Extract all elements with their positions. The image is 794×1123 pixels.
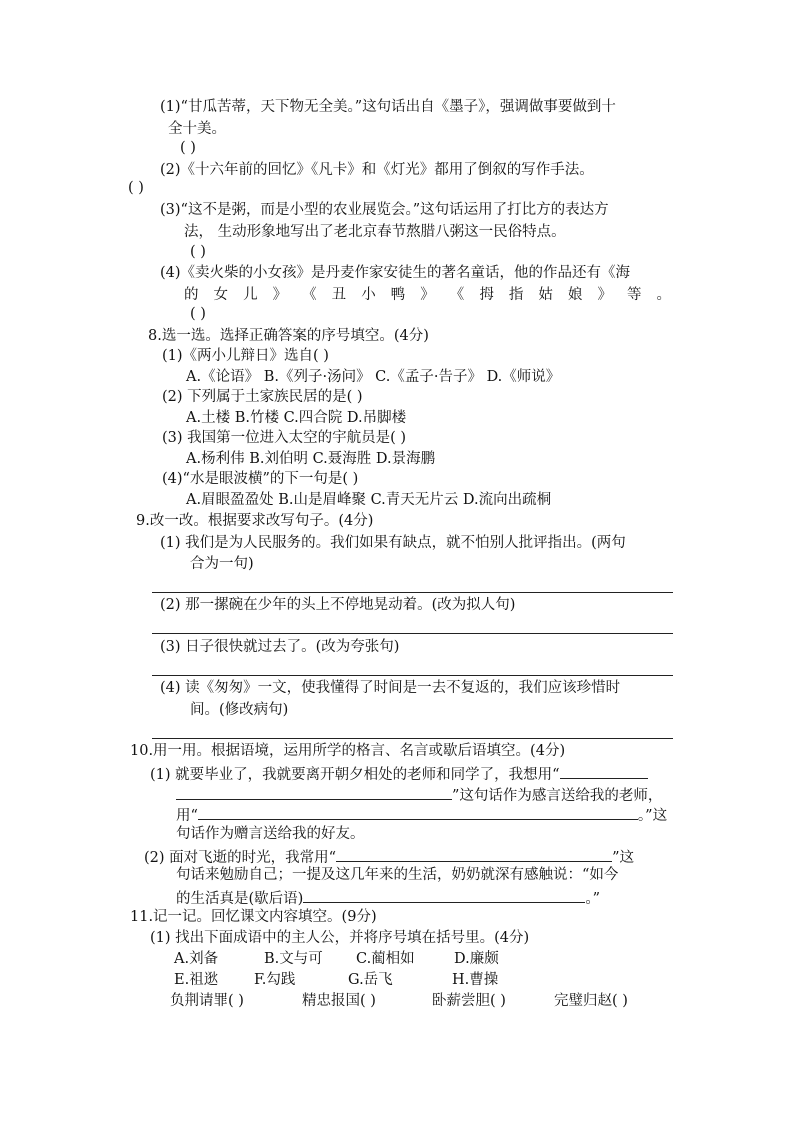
q9-item2-line1: (2) 那一摞碗在少年的头上不停地晃动着。(改为拟人句): [160, 597, 516, 613]
q10-p1-text-a: (1) 就要毕业了，我就要离开朝夕相处的老师和同学了，我想用“: [150, 767, 560, 783]
q7-item4-answer-paren[interactable]: ( ): [190, 306, 206, 322]
q9-item4-line1: (4) 读《匆匆》一文，使我懂得了时间是一去不复返的，我们应该珍惜时: [160, 680, 621, 696]
q8-item1-question: (1)《两小儿辩日》选自( ): [162, 348, 329, 364]
q9-item3-answer-line[interactable]: [152, 675, 673, 676]
q7-item4-char: 姑: [538, 287, 553, 303]
q10-p1-text-c: 用“: [176, 808, 198, 824]
q7-item4-line1: (4)《卖火柴的小女孩》是丹麦作家安徒生的著名童话，他的作品还有《海: [160, 265, 631, 281]
q8-item3-question: (3) 我国第一位进入太空的宇航员是( ): [162, 430, 407, 446]
q10-p2-line1: [144, 848, 634, 866]
q7-item2-line1: (2)《十六年前的回忆》《凡卡》和《灯光》都用了倒叙的写作手法。: [160, 162, 594, 178]
q10-p2-line3: [176, 889, 600, 907]
q7-item3-answer-paren[interactable]: ( ): [190, 244, 206, 260]
q9-item1-answer-line[interactable]: [152, 592, 673, 593]
q7-item3-line2: 法， 生动形象地写出了老北京春节熬腊八粥这一民俗特点。: [184, 224, 566, 240]
q9-item1-line1: (1) 我们是为人民服务的。我们如果有缺点，就不怕别人批评指出。(两句: [160, 535, 626, 551]
q8-item1-options: A.《论语》 B.《列子·汤问》 C.《孟子·告子》 D.《师说》: [186, 369, 561, 385]
q9-title: 9.改一改。根据要求改写句子。(4分): [136, 513, 374, 529]
q7-item4-char: 小: [361, 287, 376, 303]
q7-item4-char: 。: [656, 287, 671, 303]
q11-option: F.勾践: [254, 972, 296, 988]
q7-item4-char: 《: [449, 287, 465, 303]
q7-item4-char: 儿: [243, 287, 258, 303]
q7-item4-char: 》: [272, 287, 288, 303]
q7-item4-char: 的: [184, 287, 199, 303]
q7-item4-char: 指: [508, 287, 524, 303]
q8-item4-options: A.眉眼盈盈处 B.山是眉峰聚 C.青天无片云 D.流向出疏桐: [186, 492, 552, 508]
q11-option: D.廉颇: [454, 951, 499, 967]
q11-idiom-answer[interactable]: 完璧归赵( ): [554, 993, 628, 1009]
q11-option: B.文与可: [264, 951, 323, 967]
q7-item4-line2: [184, 288, 671, 303]
q11-idiom-answer[interactable]: 卧薪尝胆( ): [432, 993, 506, 1009]
q11-option: A.刘备: [174, 951, 219, 967]
q7-item4-char: 等: [626, 287, 642, 303]
q10-p2-text-b: ”这: [612, 850, 634, 866]
q10-p2-blank-2[interactable]: [303, 889, 585, 903]
q9-item1-line2: 合为一句): [190, 556, 254, 572]
q10-p2-text-a: (2) 面对飞逝的时光，我常用“: [144, 850, 337, 866]
q11-option: C.蔺相如: [356, 951, 415, 967]
q9-item4-answer-line[interactable]: [152, 738, 673, 739]
q10-p1-line2: [176, 786, 662, 804]
q8-item2-question: (2) 下列属于土家族民居的是( ): [162, 389, 363, 405]
q8-item3-options: A.杨利伟 B.刘伯明 C.聂海胜 D.景海鹏: [186, 451, 436, 467]
q8-item4-question: (4)“水是眼波横”的下一句是( ): [162, 471, 359, 487]
q7-item4-char: 》: [597, 287, 612, 303]
q11-idiom-answer[interactable]: 负荆请罪( ): [170, 993, 244, 1009]
q10-p1-line3: [176, 806, 667, 824]
q10-p2-line2: 句话来勉励自己；一提及这几年来的生活，奶奶就深有感触说：“如今: [176, 867, 619, 883]
q9-item4-line2: 间。(修改病句): [190, 702, 289, 718]
q7-item4-char: 拇: [479, 287, 494, 303]
q7-item1-line2: 全十美。: [168, 121, 226, 137]
q11-title: 11.记一记。回忆课文内容填空。(9分): [130, 909, 377, 925]
q11-option: E.祖逖: [174, 972, 219, 988]
q11-idiom-answer[interactable]: 精忠报国( ): [302, 993, 376, 1009]
q7-item1-answer-paren[interactable]: ( ): [180, 140, 196, 156]
q11-subquestion: (1) 找出下面成语中的主人公，并将序号填在括号里。(4分): [150, 930, 530, 946]
q8-title: 8.选一选。选择正确答案的序号填空。(4分): [148, 328, 429, 344]
q8-item2-options: A.土楼 B.竹楼 C.四合院 D.吊脚楼: [186, 410, 407, 426]
q10-p2-text-e: 。”: [585, 891, 600, 907]
q11-option: H.曹操: [452, 972, 499, 988]
q7-item4-char: 女: [213, 287, 229, 303]
q7-item4-char: 《: [302, 287, 317, 303]
q11-options-row2: [174, 973, 532, 988]
q11-options-row1: [174, 952, 534, 967]
q7-item3-line1: (3)“这不是粥，而是小型的农业展览会。”这句话运用了打比方的表达方: [160, 202, 609, 218]
q9-item2-answer-line[interactable]: [152, 633, 673, 634]
q10-p2-blank-1[interactable]: [336, 848, 612, 862]
q10-p1-text-d: 。”这: [637, 808, 668, 824]
q10-p2-text-d: 的生活真是(歇后语): [176, 891, 304, 907]
q10-title: 10.用一用。根据语境，运用所学的格言、名言或歇后语填空。(4分): [130, 743, 566, 759]
q11-option: G.岳飞: [348, 972, 393, 988]
q10-p1-blank-2[interactable]: [198, 806, 638, 820]
q7-item2-answer-paren[interactable]: ( ): [128, 180, 144, 196]
q7-item4-char: 娘: [567, 287, 583, 303]
q10-p1-blank-1-cont[interactable]: [176, 786, 452, 800]
q10-p1-text-b: ”这句话作为感言送给我的老师，: [452, 788, 663, 804]
q11-idioms-row: [170, 994, 664, 1009]
q10-p1-line4: 句话作为赠言送给我的好友。: [176, 826, 365, 842]
q7-item4-char: 鸭: [390, 287, 406, 303]
q7-item4-char: 丑: [331, 287, 347, 303]
q10-p1-line1: [150, 765, 648, 783]
q9-item3-line1: (3) 日子很快就过去了。(改为夸张句): [160, 639, 400, 655]
q7-item4-char: 》: [420, 287, 435, 303]
q10-p1-blank-1[interactable]: [560, 765, 648, 779]
q7-item1-line1: (1)“甘瓜苦蒂，天下物无全美。”这句话出自《墨子》，强调做事要做到十: [160, 99, 616, 115]
